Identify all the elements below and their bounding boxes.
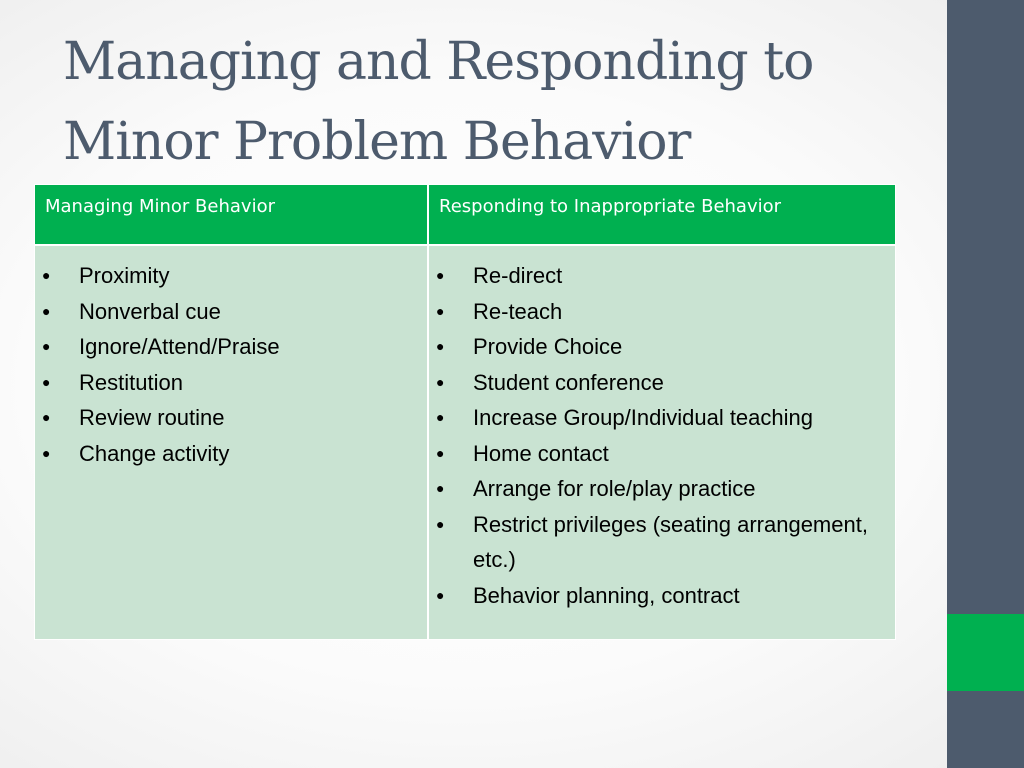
list-item [35, 400, 427, 436]
sidebar-bottom-panel [947, 691, 1024, 768]
bullet-icon: ● [436, 267, 445, 283]
bullet-icon: ● [436, 586, 445, 603]
bullet-icon: ● [436, 480, 445, 496]
managing-list [35, 258, 427, 471]
list-item-text: Re-direct [473, 263, 563, 288]
list-item-text: Re-teach [473, 298, 563, 324]
list-item-text: Ignore/Attend/Praise [79, 334, 280, 359]
list-item-text: Review routine [79, 405, 225, 430]
list-item-text: Provide Choice [473, 334, 623, 359]
sidebar-decoration [947, 0, 1024, 768]
responding-list [429, 258, 895, 613]
list-item-text: Arrange for role/play practice [473, 476, 756, 501]
list-item-text: Change activity [79, 440, 230, 466]
list-item-text: Home contact [473, 440, 609, 466]
bullet-icon: ● [42, 267, 51, 283]
list-item [35, 294, 427, 330]
slide-title: Managing and Responding to Minor Problem Behavior [63, 32, 814, 172]
list-item [429, 365, 895, 401]
list-item [429, 471, 895, 507]
list-item-text: Increase Group/Individual teaching [473, 405, 813, 430]
bullet-icon: ● [42, 338, 51, 354]
list-item-text: Nonverbal cue [79, 298, 221, 324]
list-item [429, 507, 895, 578]
sidebar-top-panel [947, 0, 1024, 614]
column-cell-responding [429, 246, 895, 639]
list-item [429, 329, 895, 365]
bullet-icon: ● [42, 444, 51, 461]
bullet-icon: ● [436, 409, 445, 425]
bullet-icon: ● [42, 409, 51, 425]
list-item [35, 436, 427, 472]
behavior-table [34, 184, 896, 640]
list-item [429, 400, 895, 436]
list-item [35, 258, 427, 294]
list-item [429, 258, 895, 294]
list-item-text: Restitution [79, 369, 183, 395]
list-item [429, 436, 895, 472]
list-item [429, 578, 895, 614]
list-item-text: Student conference [473, 369, 664, 395]
sidebar-accent-block [947, 614, 1024, 691]
bullet-icon: ● [42, 373, 51, 390]
column-header-responding: Responding to Inappropriate Behavior [429, 185, 895, 244]
list-item [429, 294, 895, 330]
bullet-icon: ● [436, 515, 445, 532]
column-header-managing: Managing Minor Behavior [35, 185, 427, 244]
column-cell-managing [35, 246, 427, 639]
list-item [35, 329, 427, 365]
bullet-icon: ● [42, 302, 51, 319]
list-item-text: Proximity [79, 263, 170, 288]
bullet-icon: ● [436, 444, 445, 461]
bullet-icon: ● [436, 373, 445, 390]
list-item-text: Restrict privileges (seating arrangement, etc.) [473, 511, 868, 572]
bullet-icon: ● [436, 338, 445, 354]
list-item [35, 365, 427, 401]
bullet-icon: ● [436, 302, 445, 319]
list-item-text: Behavior planning, contract [473, 582, 740, 608]
